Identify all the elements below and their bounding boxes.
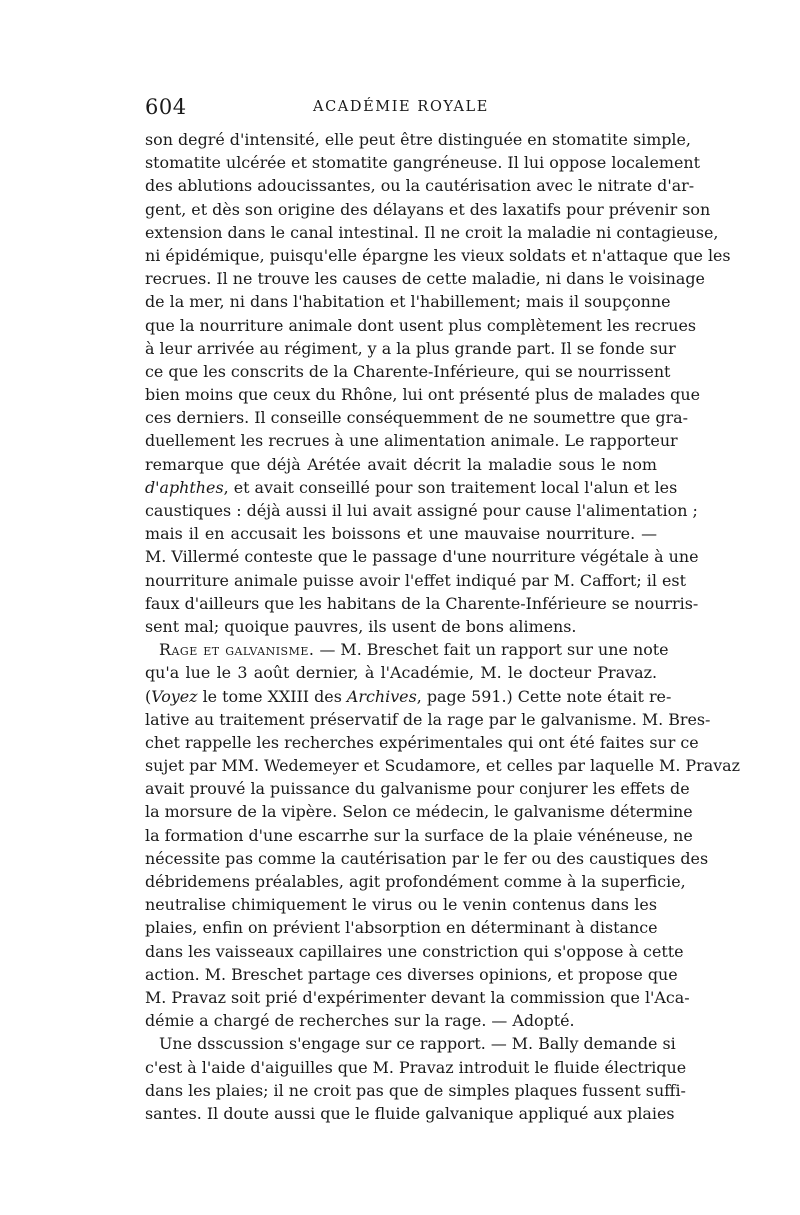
text-line: c'est à l'aide d'aiguilles que M. Pravaz introduit le fluide électrique bbox=[145, 1057, 687, 1077]
page-number: 604 bbox=[145, 95, 187, 119]
text-line: faux d'ailleurs que les habitans de la Charente-Inférieure se nourris- bbox=[145, 593, 699, 613]
text-line: d'aphthes, et avait conseillé pour son traitement local l'alun et les bbox=[145, 477, 678, 497]
text-line: qu'a lue le 3 août dernier, à l'Académie, M. le docteur Pravaz. bbox=[145, 663, 657, 683]
text-line: neutralise chimiquement le virus ou le venin contenus dans les bbox=[145, 895, 657, 915]
text-line: avait prouvé la puissance du galvanisme pour conjurer les effets de bbox=[145, 779, 690, 799]
section-heading: Rage et galvanisme. bbox=[159, 640, 315, 660]
text-fragment: — M. Breschet fait un rapport sur une note bbox=[319, 640, 669, 660]
text-line: des ablutions adoucissantes, ou la cautérisation avec le nitrate d'ar- bbox=[145, 176, 695, 196]
text-line: démie a chargé de recherches sur la rage. — Adopté. bbox=[145, 1011, 575, 1031]
text-line: dans les vaisseaux capillaires une constriction qui s'oppose à cette bbox=[145, 941, 684, 961]
text-line: à leur arrivée au régiment, y a la plus grande part. Il se fonde sur bbox=[145, 338, 676, 358]
text-line: nécessite pas comme la cautérisation par le fer ou des caustiques des bbox=[145, 848, 709, 868]
text-line: son degré d'intensité, elle peut être distinguée en stomatite simple, bbox=[145, 130, 691, 149]
text-line: sent mal; quoique pauvres, ils usent de bons alimens. bbox=[145, 616, 577, 636]
text-line: santes. Il doute aussi que le fluide galvanique appliqué aux plaies bbox=[145, 1103, 675, 1123]
text-line: plaies, enfin on prévient l'absorption en déterminant à distance bbox=[145, 918, 658, 938]
text-line: gent, et dès son origine des délayans et des laxatifs pour prévenir son bbox=[145, 199, 711, 219]
text-line: caustiques : déjà aussi il lui avait assigné pour cause l'alimentation ; bbox=[145, 501, 698, 520]
text-line: ce que les conscrits de la Charente-Inférieure, qui se nourrissent bbox=[145, 361, 671, 381]
text-line: que la nourriture animale dont usent plus complètement les recrues bbox=[145, 315, 696, 335]
text-line: extension dans le canal intestinal. Il ne croit la maladie ni contagieuse, bbox=[145, 222, 719, 242]
text-line: chet rappelle les recherches expérimentales qui ont été faites sur ce bbox=[145, 732, 699, 752]
text-line: recrues. Il ne trouve les causes de cette maladie, ni dans le voisinage bbox=[145, 269, 705, 289]
text-line: la morsure de la vipère. Selon ce médecin, le galvanisme détermine bbox=[145, 802, 693, 822]
text-line: dans les plaies; il ne croit pas que de simples plaques fussent suffi- bbox=[145, 1080, 686, 1100]
text-line: Une dsscussion s'engage sur ce rapport. — M. Bally demande si bbox=[159, 1034, 676, 1054]
text-line: action. M. Breschet partage ces diverses opinions, et propose que bbox=[145, 964, 678, 984]
text-line: de la mer, ni dans l'habitation et l'habillement; mais il soupçonne bbox=[145, 292, 671, 312]
text-line: la formation d'une escarrhe sur la surface de la plaie vénéneuse, ne bbox=[145, 825, 693, 845]
text-line: nourriture animale puisse avoir l'effet indiqué par M. Caffort; il est bbox=[145, 570, 686, 590]
text-line: M. Pravaz soit prié d'expérimenter devant la commission que l'Aca- bbox=[145, 987, 690, 1007]
text-line: lative au traitement préservatif de la rage par le galvanisme. M. Bres- bbox=[145, 709, 711, 729]
text-line bbox=[145, 638, 669, 661]
text-line: débridemens préalables, agit profondément comme à la superficie, bbox=[145, 872, 686, 891]
text-line: M. Villermé conteste que le passage d'une nourriture végétale à une bbox=[145, 547, 699, 567]
text-line: (Voyez le tome XXIII des Archives, page 591.) Cette note était re- bbox=[145, 686, 672, 706]
text-line: ces derniers. Il conseille conséquemment de ne soumettre que gra- bbox=[145, 408, 688, 428]
text-line: mais il en accusait les boissons et une mauvaise nourriture. — bbox=[145, 524, 657, 544]
text-line: remarque que déjà Arétée avait décrit la maladie sous le nom bbox=[145, 454, 657, 474]
text-line: ni épidémique, puisqu'elle épargne les vieux soldats et n'attaque que les bbox=[145, 245, 731, 265]
body-text bbox=[145, 128, 741, 1125]
text-line: duellement les recrues à une alimentation animale. Le rapporteur bbox=[145, 431, 678, 451]
page-header bbox=[145, 95, 657, 121]
text-line: sujet par MM. Wedemeyer et Scudamore, et celles par laquelle M. Pravaz bbox=[145, 756, 741, 776]
running-head: ACADÉMIE ROYALE bbox=[313, 99, 489, 115]
text-line: stomatite ulcérée et stomatite gangréneuse. Il lui oppose localement bbox=[145, 153, 700, 173]
text-line: bien moins que ceux du Rhône, lui ont présenté plus de malades que bbox=[145, 385, 700, 405]
